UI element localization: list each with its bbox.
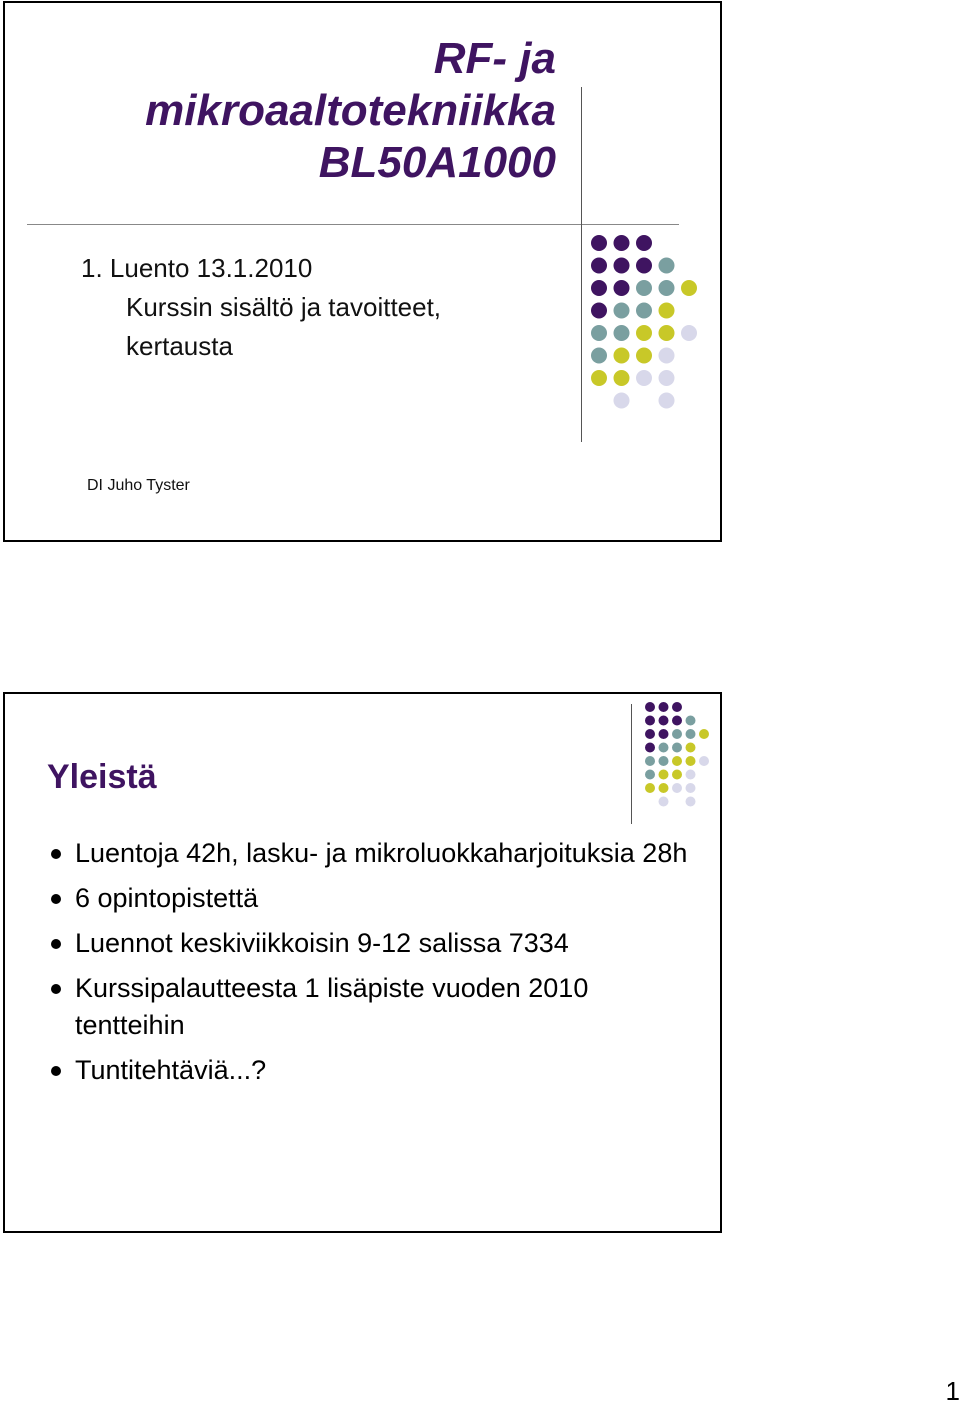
decorative-dot: [659, 393, 675, 409]
decorative-dot: [686, 729, 696, 739]
decorative-dot: [659, 325, 675, 341]
lecture-subtitle-line-2: kertausta: [126, 331, 233, 361]
list-item-text: Kurssipalautteesta 1 lisäpiste vuoden 2010 tentteihin: [75, 973, 589, 1040]
decorative-dot: [686, 770, 696, 780]
decorative-dot: [672, 729, 682, 739]
bullet-icon: [51, 984, 61, 994]
decorative-dot: [614, 258, 630, 274]
slide-general-info: [3, 692, 722, 1233]
list-item: [43, 880, 703, 917]
decorative-dot: [645, 702, 655, 712]
decorative-dot: [672, 716, 682, 726]
decorative-dot: [659, 783, 669, 793]
decorative-dot: [681, 280, 697, 296]
decorative-dot: [659, 756, 669, 766]
lecture-info: [81, 249, 441, 366]
decorative-dot: [614, 235, 630, 251]
decorative-dot: [659, 743, 669, 753]
decorative-dot: [686, 797, 696, 807]
decorative-dot: [659, 702, 669, 712]
dot-grid-icon: [645, 702, 717, 810]
decorative-dot: [591, 303, 607, 319]
decorative-dot: [672, 783, 682, 793]
lecture-date: 1. Luento 13.1.2010: [81, 253, 313, 283]
bullet-list: [43, 835, 703, 1097]
decorative-dot: [672, 743, 682, 753]
decorative-dot: [681, 325, 697, 341]
slide-title: [3, 1, 722, 542]
decorative-dot: [672, 702, 682, 712]
decorative-dot: [699, 729, 709, 739]
decorative-dot: [659, 716, 669, 726]
author-name: DI Juho Tyster: [87, 477, 190, 494]
decorative-dot: [672, 770, 682, 780]
decorative-dot: [659, 770, 669, 780]
decorative-dot: [591, 325, 607, 341]
decorative-dot: [645, 743, 655, 753]
decorative-dot: [614, 370, 630, 386]
decorative-dot: [659, 348, 675, 364]
decorative-dot: [686, 743, 696, 753]
decorative-dot: [591, 235, 607, 251]
decorative-dot: [659, 280, 675, 296]
decorative-dot: [636, 235, 652, 251]
decorative-dot: [591, 280, 607, 296]
decorative-dot: [636, 280, 652, 296]
title-line-2: mikroaaltotekniikka: [145, 86, 556, 135]
list-item: [43, 925, 703, 962]
list-item: [43, 1052, 703, 1089]
presentation-title: [16, 33, 556, 189]
decorative-dot: [659, 303, 675, 319]
dot-grid-icon: [591, 235, 711, 415]
list-item-text: Tuntitehtäviä...?: [75, 1055, 267, 1085]
bullet-icon: [51, 1066, 61, 1076]
decorative-dot: [614, 348, 630, 364]
decorative-dot: [636, 303, 652, 319]
decorative-dot: [645, 729, 655, 739]
decorative-dot: [659, 729, 669, 739]
vertical-divider: [631, 704, 632, 824]
list-item: [43, 835, 703, 872]
decorative-dot: [591, 348, 607, 364]
decorative-dot: [645, 770, 655, 780]
list-item-text: Luennot keskiviikkoisin 9-12 salissa 7334: [75, 928, 569, 958]
decorative-dot: [686, 783, 696, 793]
decorative-dot: [614, 303, 630, 319]
decorative-dot: [699, 756, 709, 766]
decorative-dot: [659, 797, 669, 807]
decorative-dot: [591, 370, 607, 386]
title-line-1: RF- ja: [433, 34, 556, 83]
lecture-subtitle-line-1: Kurssin sisältö ja tavoitteet,: [126, 292, 442, 322]
list-item-text: Luentoja 42h, lasku- ja mikroluokkaharjoituksia 28h: [75, 838, 688, 868]
title-line-3: BL50A1000: [318, 138, 556, 187]
decorative-dot: [672, 756, 682, 766]
bullet-icon: [51, 939, 61, 949]
list-item: [43, 970, 703, 1044]
decorative-dot: [645, 716, 655, 726]
decorative-dot: [614, 325, 630, 341]
decorative-dot: [636, 258, 652, 274]
slide-heading: Yleistä: [47, 758, 157, 796]
decorative-dot: [614, 280, 630, 296]
bullet-icon: [51, 894, 61, 904]
decorative-dot: [659, 370, 675, 386]
decorative-dot: [686, 756, 696, 766]
bullet-icon: [51, 849, 61, 859]
decorative-dot: [591, 258, 607, 274]
decorative-dot: [614, 393, 630, 409]
decorative-dot: [686, 716, 696, 726]
decorative-dot: [659, 258, 675, 274]
vertical-divider: [581, 87, 582, 442]
decorative-dot: [636, 370, 652, 386]
decorative-dot: [645, 756, 655, 766]
list-item-text: 6 opintopistettä: [75, 883, 259, 913]
decorative-dot: [645, 783, 655, 793]
decorative-dot: [636, 325, 652, 341]
decorative-dot: [636, 348, 652, 364]
page-number: 1: [945, 1376, 960, 1406]
